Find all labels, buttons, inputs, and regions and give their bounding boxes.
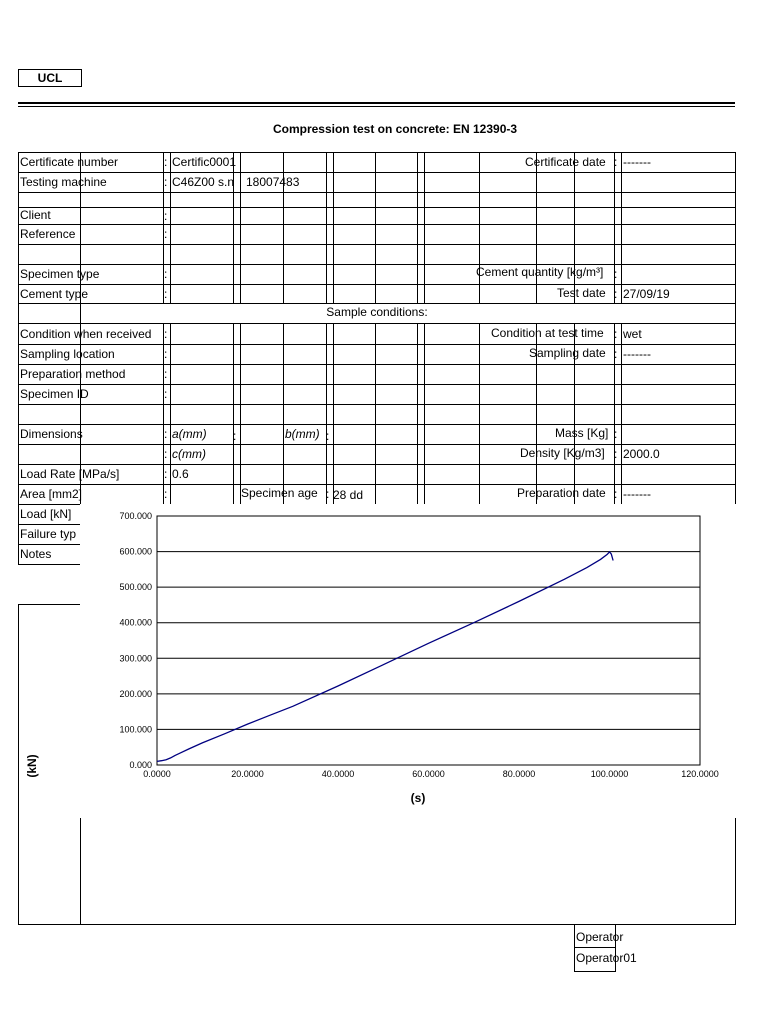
colon-separator: : <box>164 347 168 361</box>
colon-separator: : <box>614 347 618 361</box>
density-value: 2000.0 <box>623 447 660 461</box>
reference-label: Reference <box>20 227 76 241</box>
specimen-age-value: 28 dd <box>333 488 364 502</box>
certificate-date-value: ------- <box>623 155 651 169</box>
colon-separator: : <box>164 267 168 281</box>
dimensions-label: Dimensions <box>20 427 83 441</box>
failure-type-label: Failure typ <box>20 527 77 541</box>
colon-separator: : <box>164 467 168 481</box>
colon-separator: : <box>164 327 168 341</box>
x-tick-label: 40.0000 <box>321 769 355 779</box>
condition-test-label: Condition at test time <box>491 326 604 340</box>
colon-separator: : <box>164 367 168 381</box>
colon-separator: : <box>614 327 618 341</box>
x-tick-label: 60.0000 <box>412 769 445 779</box>
testing-machine-serial: 18007483 <box>246 175 300 189</box>
x-tick-label: 0.0000 <box>143 769 171 779</box>
load-rate-value: 0.6 <box>172 467 189 481</box>
certificate-number-value: Certific0001 <box>172 155 237 169</box>
dim-c-label: c(mm) <box>172 447 206 461</box>
preparation-method-label: Preparation method <box>20 367 126 381</box>
certificate-number-label: Certificate number <box>20 155 119 169</box>
sampling-location-label: Sampling location <box>20 347 115 361</box>
testing-machine-model: C46Z00 s.n <box>172 175 235 189</box>
certificate-date-label: Certificate date <box>525 155 606 169</box>
y-axis-label: (kN) <box>25 754 39 778</box>
y-tick-label: 100.000 <box>119 724 152 735</box>
ucl-logo: UCL <box>18 69 82 87</box>
colon-separator: : <box>164 209 168 223</box>
specimen-type-label: Specimen type <box>20 267 100 281</box>
testing-machine-label: Testing machine <box>20 175 107 189</box>
y-tick-label: 600.000 <box>119 546 152 557</box>
colon-separator: : <box>164 287 168 301</box>
y-tick-label: 300.000 <box>119 653 152 664</box>
preparation-date-label: Preparation date <box>517 486 606 500</box>
mass-label: Mass [Kg] <box>555 426 609 440</box>
colon-separator: : <box>326 429 330 443</box>
colon-separator: : <box>233 429 237 443</box>
y-tick-label: 200.000 <box>119 688 152 699</box>
x-tick-label: 20.0000 <box>231 769 264 779</box>
area-label: Area [mm2] <box>20 487 83 501</box>
y-tick-label: 400.000 <box>119 617 152 628</box>
colon-separator: : <box>164 155 168 169</box>
load-rate-label: Load Rate [MPa/s] <box>20 467 120 481</box>
colon-separator: : <box>326 487 330 501</box>
load-label: Load [kN] <box>20 507 72 521</box>
x-tick-label: 120.0000 <box>681 769 719 779</box>
x-tick-label: 100.0000 <box>590 769 629 779</box>
colon-separator: : <box>614 427 618 441</box>
notes-label: Notes <box>20 547 52 561</box>
colon-separator: : <box>164 227 168 241</box>
dim-b-label: b(mm) <box>285 427 320 441</box>
cement-quantity-label: Cement quantity [kg/m³] <box>476 265 604 279</box>
operator-divider <box>574 947 615 948</box>
condition-test-value: wet <box>623 327 642 341</box>
colon-separator: : <box>614 287 618 301</box>
sampling-date-label: Sampling date <box>529 346 606 360</box>
colon-separator: : <box>164 175 168 189</box>
colon-separator: : <box>164 427 168 441</box>
colon-separator: : <box>164 487 168 501</box>
colon-separator: : <box>164 447 168 461</box>
preparation-date-value: ------- <box>623 487 651 501</box>
test-date-label: Test date <box>557 286 606 300</box>
cement-type-label: Cement type <box>20 287 89 301</box>
specimen-id-label: Specimen ID <box>20 387 89 401</box>
colon-separator: : <box>164 387 168 401</box>
dim-a-label: a(mm) <box>172 427 207 441</box>
page-title: Compression test on concrete: EN 12390-3 <box>272 122 518 136</box>
operator-value: Operator01 <box>576 951 637 965</box>
operator-label: Operator <box>576 930 624 944</box>
specimen-age-label: Specimen age <box>241 486 318 500</box>
sample-conditions-title: Sample conditions: <box>326 305 428 319</box>
sampling-date-value: ------- <box>623 347 651 361</box>
condition-received-label: Condition when received <box>20 327 152 341</box>
test-date-value: 27/09/19 <box>623 287 670 301</box>
client-label: Client <box>20 208 51 222</box>
colon-separator: : <box>614 447 618 461</box>
x-tick-label: 80.0000 <box>502 769 536 779</box>
colon-separator: : <box>614 155 618 169</box>
density-label: Density [Kg/m3] <box>520 446 605 460</box>
x-axis-label: (s) <box>410 791 426 805</box>
y-tick-label: 700.000 <box>119 511 152 521</box>
y-tick-label: 0.000 <box>129 760 152 770</box>
colon-separator: : <box>614 267 618 281</box>
colon-separator: : <box>614 487 618 501</box>
y-tick-label: 500.000 <box>119 582 152 593</box>
